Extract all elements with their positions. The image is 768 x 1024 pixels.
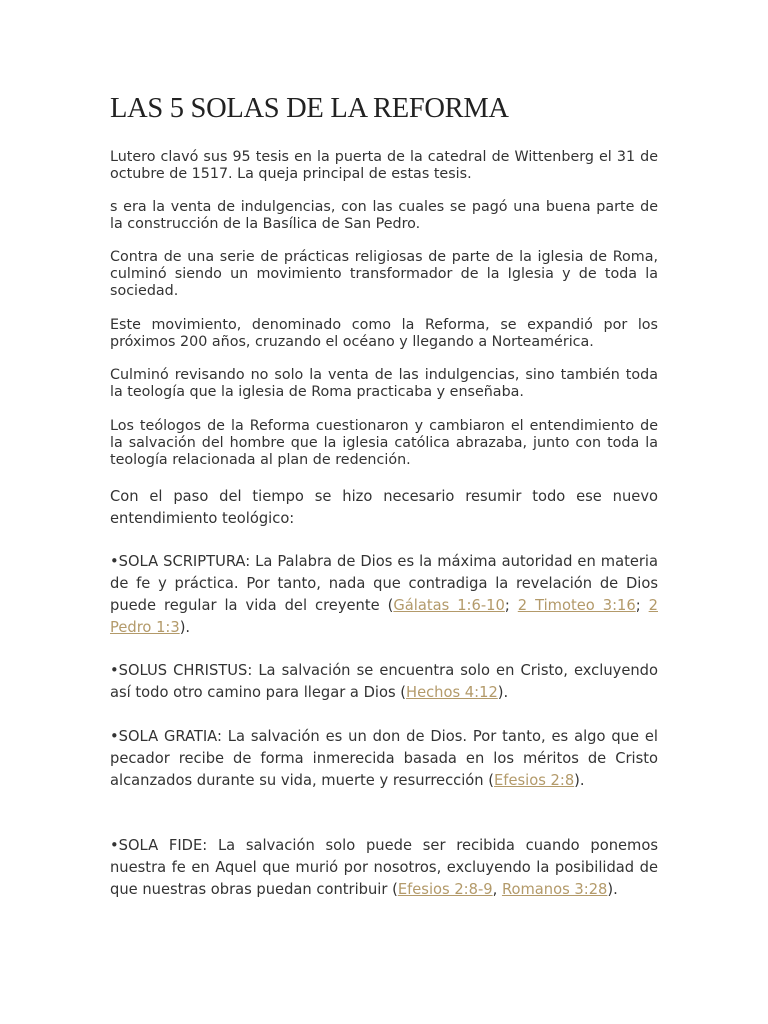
document-title: LAS 5 SOLAS DE LA REFORMA <box>110 93 509 124</box>
link-hechos[interactable]: Hechos 4:12 <box>406 684 498 701</box>
sola-fide-text: •SOLA FIDE: La salvación solo puede ser recibida cuando ponemos nuestra fe en Aquel que murió por nosotros, excluyendo la posibilidad de que nuestras obras puedan contribuir ( <box>110 837 658 898</box>
closing-paren: ). <box>497 684 509 701</box>
separator: ; <box>635 597 649 614</box>
link-2-pedro[interactable]: 2 Pedro 1:3 <box>110 597 658 636</box>
link-efesios-2-8[interactable]: Efesios 2:8 <box>494 772 575 789</box>
closing-paren: ). <box>179 619 191 636</box>
closing-paren: ). <box>607 881 618 898</box>
separator: , <box>492 881 502 898</box>
paragraph-resumen: Con el paso del tiempo se hizo necesario resumir todo ese nuevo entendimiento teológico: <box>110 488 658 527</box>
sola-scriptura-item <box>110 551 658 639</box>
paragraph-indulgencias: s era la venta de indulgencias, con las cuales se pagó una buena parte de la construcción de la Basílica de San Pedro. <box>110 199 658 232</box>
sola-gratia-item <box>110 726 658 792</box>
sola-gratia-text: •SOLA GRATIA: La salvación es un don de Dios. Por tanto, es algo que el pecador recibe de forma inmerecida basada en los méritos de Cristo alcanzados durante su vida, muerte y resurrección ( <box>110 728 658 789</box>
sola-fide-item <box>110 835 658 901</box>
paragraph-culmino: Culminó revisando no solo la venta de las indulgencias, sino también toda la teología que la iglesia de Roma practicaba y enseñaba. <box>110 367 658 400</box>
paragraph-practicas: Contra de una serie de prácticas religiosas de parte de la iglesia de Roma, culminó siendo un movimiento transformador de la Iglesia y de toda la sociedad. <box>110 249 658 299</box>
link-romanos[interactable]: Romanos 3:28 <box>501 881 608 898</box>
sola-scriptura-text: •SOLA SCRIPTURA: La Palabra de Dios es la máxima autoridad en materia de fe y práctica. Por tanto, nada que contradiga la revelación de Dios puede regular la vida del creyente ( <box>110 553 658 614</box>
solus-christus-item <box>110 660 658 704</box>
paragraph-intro: Lutero clavó sus 95 tesis en la puerta de la catedral de Wittenberg el 31 de octubre de 1517. La queja principal de estas tesis. <box>110 149 658 182</box>
paragraph-teologos: Los teólogos de la Reforma cuestionaron y cambiaron el entendimiento de la salvación del hombre que la iglesia católica abrazaba, junto con toda la teología relacionada al plan de redención. <box>110 418 658 468</box>
separator: ; <box>504 597 518 614</box>
solus-christus-text: •SOLUS CHRISTUS: La salvación se encuentra solo en Cristo, excluyendo así todo otro camino para llegar a Dios ( <box>110 662 658 701</box>
link-galatas[interactable]: Gálatas 1:6-10 <box>393 597 505 614</box>
closing-paren: ). <box>574 772 585 789</box>
paragraph-movimiento: Este movimiento, denominado como la Reforma, se expandió por los próximos 200 años, cruzando el océano y llegando a Norteamérica. <box>110 317 658 350</box>
link-2-timoteo[interactable]: 2 Timoteo 3:16 <box>517 597 636 614</box>
link-efesios-2-8-9[interactable]: Efesios 2:8-9 <box>397 881 493 898</box>
